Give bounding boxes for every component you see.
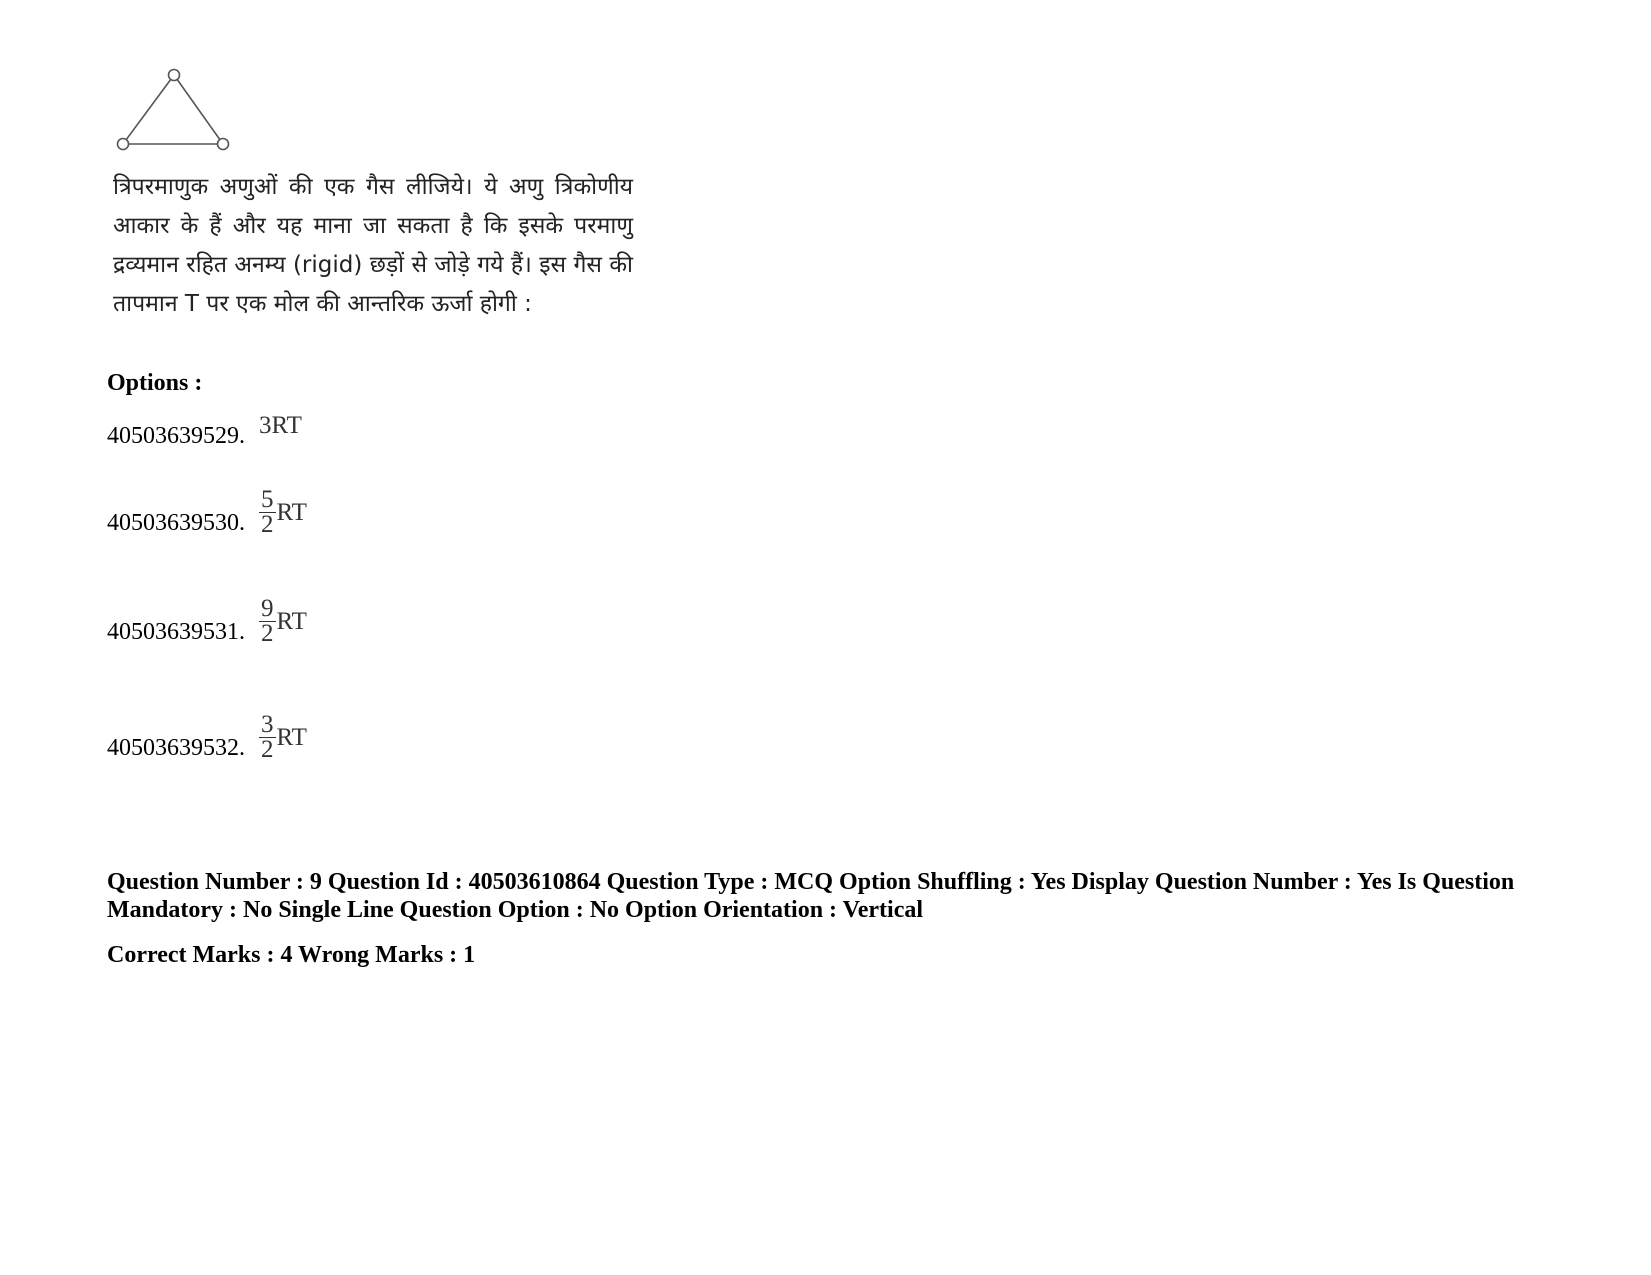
atom-right (218, 139, 229, 150)
option-id: 40503639532. (107, 735, 245, 761)
option-expression (259, 488, 307, 537)
option-2[interactable] (107, 488, 307, 537)
expression-suffix: RT (276, 498, 307, 526)
option-id: 40503639530. (107, 510, 245, 536)
option-id: 40503639529. (107, 423, 245, 449)
option-4[interactable] (107, 713, 307, 762)
option-3[interactable] (107, 597, 307, 646)
fraction-numerator: 5 (261, 486, 274, 513)
atom-left (118, 139, 129, 150)
option-expression (259, 597, 307, 646)
marks-info: Correct Marks : 4 Wrong Marks : 1 (107, 942, 476, 968)
fraction (259, 488, 276, 537)
triangle-molecule-diagram (110, 64, 232, 154)
fraction-numerator: 3 (261, 711, 274, 738)
option-1[interactable] (107, 412, 302, 450)
question-text: त्रिपरमाणुक अणुओं की एक गैस लीजिये। ये अणु त्रिकोणीय आकार के हैं और यह माना जा सकता है कि इसके परमाणु द्रव्यमान रहित अनम्य (rigid) छड़ों से जोड़े गये हैं। इस गैस की तापमान T पर एक मोल की आन्तरिक ऊर्जा होगी : (113, 174, 633, 317)
fraction-denominator: 2 (261, 620, 274, 647)
option-expression: 3RT (259, 412, 302, 439)
atom-top (169, 70, 180, 81)
option-expression (259, 713, 307, 762)
fraction-denominator: 2 (261, 511, 274, 538)
expression-suffix: RT (276, 723, 307, 751)
bond-right (174, 75, 223, 144)
fraction-numerator: 9 (261, 595, 274, 622)
question-metadata: Question Number : 9 Question Id : 40503610864 Question Type : MCQ Option Shuffling : Yes Display Question Number : Yes Is Question Mandatory : No Single Line Question Option : No Option Orientation : Vertical (107, 869, 1515, 923)
options-heading: Options : (107, 370, 203, 396)
expression-suffix: RT (276, 607, 307, 635)
fraction (259, 597, 276, 646)
bond-left (123, 75, 174, 144)
fraction-denominator: 2 (261, 736, 274, 763)
fraction (259, 713, 276, 762)
option-id: 40503639531. (107, 619, 245, 645)
